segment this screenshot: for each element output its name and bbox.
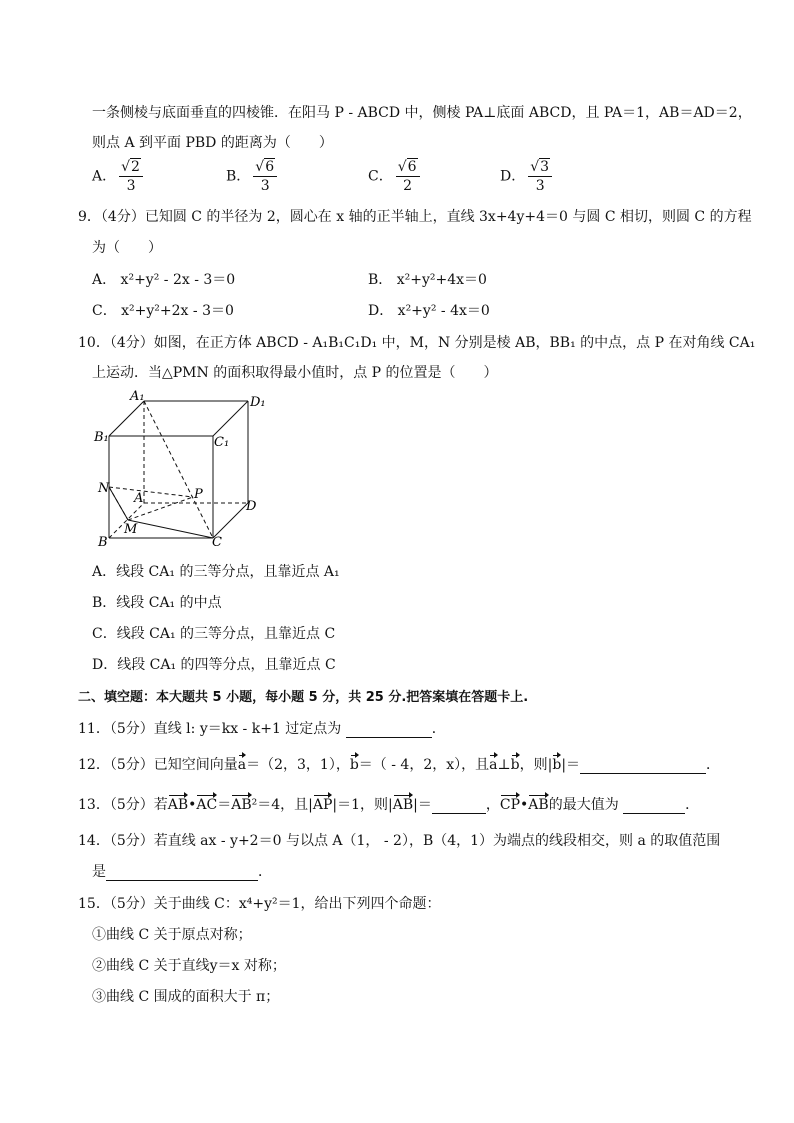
q8-line1: 一条侧棱与底面垂直的四棱锥．在阳马 P - ABCD 中，侧棱 PA⊥底面 ABCD，且 PA＝1，AB＝AD＝2，	[92, 105, 752, 121]
q11: 11．（5分）直线 l: y＝kx - k+1 过定点为 ．	[78, 721, 446, 737]
q13: 13．（5分）若AB•AC＝AB²＝4，且|AP|＝1，则|AB|＝ ，CP•AB的最大值为 ．	[78, 797, 700, 813]
q12-answer-blank[interactable]	[580, 759, 706, 774]
q10-line1: 10．（4分）如图，在正方体 ABCD - A₁B₁C₁D₁ 中，M，N 分别是棱 AB，BB₁ 的中点，点 P 在对角线 CA₁	[78, 335, 756, 351]
label-b: B	[98, 535, 108, 548]
q15-item-3: ③曲线 C 围成的面积大于 π；	[92, 989, 280, 1005]
q15-item-1: ①曲线 C 关于原点对称；	[92, 927, 252, 943]
q15-item-2: ②曲线 C 关于直线y＝x 对称；	[92, 958, 286, 974]
label-d: D	[246, 499, 257, 514]
q14-line2: 是 ．	[92, 864, 272, 880]
label-a1: A₁	[130, 389, 145, 404]
q10-option-c: C．线段 CA₁ 的三等分点，且靠近点 C	[92, 626, 336, 642]
label-a: A	[134, 491, 144, 506]
label-p: P	[194, 487, 203, 502]
cube-figure	[92, 388, 282, 548]
q8-option-b: B． $\frac{√6}{3}$	[226, 158, 277, 195]
q8-line2: 则点 A 到平面 PBD 的距离为（ ）	[92, 135, 333, 151]
label-m: M	[124, 522, 138, 537]
q13-answer-blank-1[interactable]	[432, 799, 486, 814]
q9-option-a: A． x²+y² - 2x - 3＝0	[92, 272, 236, 288]
q8-option-d: D． $\frac{√3}{3}$	[500, 158, 552, 195]
q8-option-c: C． $\frac{√6}{2}$	[368, 158, 420, 195]
q10-option-d: D．线段 CA₁ 的四等分点，且靠近点 C	[92, 657, 336, 673]
q14-line1: 14．（5分）若直线 ax - y+2＝0 与以点 A（1， - 2），B（4，1）为端点的线段相交，则 a 的取值范围	[78, 833, 721, 849]
q9-line2: 为（ ）	[92, 240, 162, 256]
q10-option-b: B．线段 CA₁ 的中点	[92, 595, 222, 611]
q12: 12．（5分）已知空间向量a＝（2，3，1），b＝（ - 4，2，x），且a⊥b，则|b|＝ ．	[78, 757, 721, 773]
q9-option-d: D． x²+y² - 4x＝0	[368, 303, 490, 319]
q8-option-a: A． $\frac{√2}{3}$	[92, 158, 143, 195]
label-n: N	[98, 481, 110, 496]
q15-line1: 15．（5分）关于曲线 C：x⁴+y²＝1，给出下列四个命题：	[78, 896, 441, 912]
label-c1: C₁	[214, 435, 230, 450]
section-2-header: 二、填空题：本大题共 5 小题，每小题 5 分，共 25 分.把答案填在答题卡上.	[78, 690, 529, 705]
q13-answer-blank-2[interactable]	[623, 799, 685, 814]
q10-option-a: A．线段 CA₁ 的三等分点，且靠近点 A₁	[92, 564, 340, 580]
q9-option-b: B． x²+y²+4x＝0	[368, 272, 487, 288]
q9-line1: 9．（4分）已知圆 C 的半径为 2，圆心在 x 轴的正半轴上，直线 3x+4y+4＝0 与圆 C 相切，则圆 C 的方程	[78, 209, 752, 225]
label-d1: D₁	[250, 395, 266, 410]
q11-answer-blank[interactable]	[346, 723, 432, 738]
q9-option-c: C． x²+y²+2x - 3＝0	[92, 303, 234, 319]
q14-answer-blank[interactable]	[106, 866, 258, 881]
label-b1: B₁	[94, 430, 109, 445]
label-c: C	[212, 535, 222, 548]
q10-line2: 上运动．当△PMN 的面积取得最小值时，点 P 的位置是（ ）	[92, 365, 498, 381]
